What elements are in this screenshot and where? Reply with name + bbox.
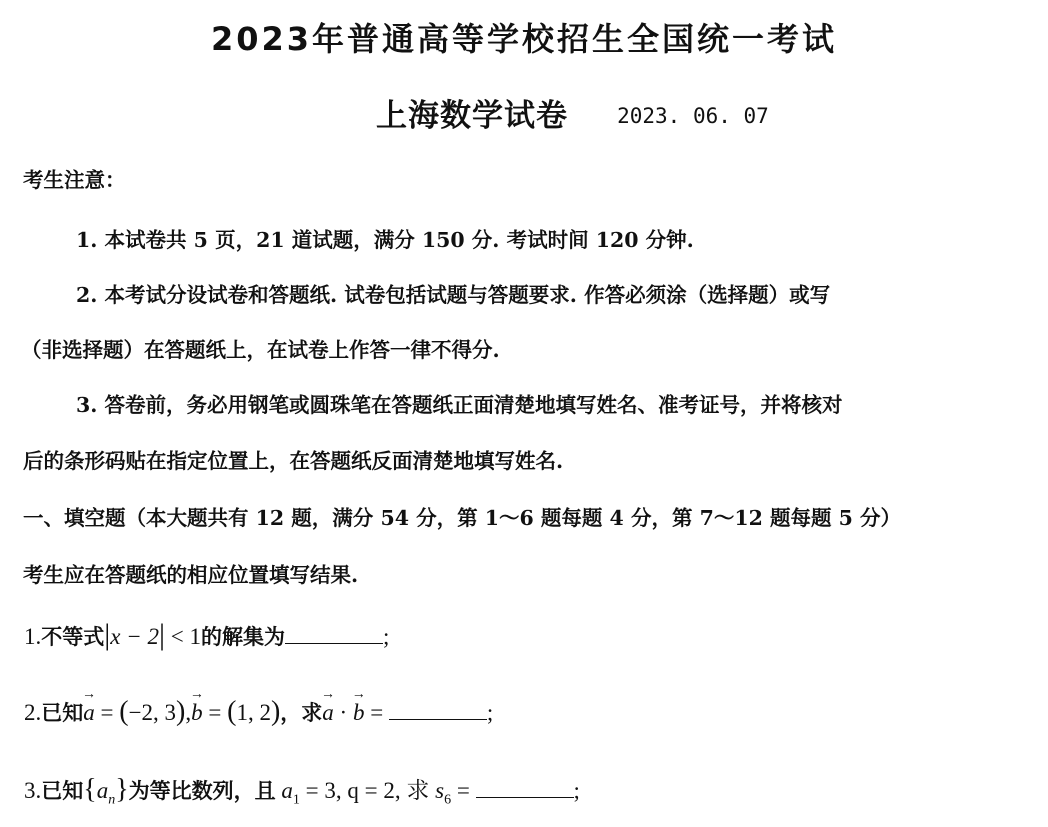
q3-prefix: 已知 <box>41 778 84 803</box>
section-heading: 一、填空题（本大题共有 12 题，满分 54 分，第 1～6 题每题 4 分，第 7～12 题每题 5 分） <box>23 506 902 530</box>
q2-number: 2. <box>24 700 42 725</box>
q3-number: 3. <box>24 778 42 803</box>
q1-answer-blank[interactable] <box>285 625 383 644</box>
question-3 <box>24 772 580 809</box>
q2-prefix: 已知 <box>41 700 84 725</box>
notice-item-2-line-2: （非选择题）在答题纸上，在试卷上作答一律不得分. <box>21 338 500 362</box>
notice-item-1: 1. 本试卷共 5 页，21 道试题，满分 150 分. 考试时间 120 分钟. <box>76 228 694 252</box>
q1-suffix: 的解集为 <box>201 624 285 649</box>
q2-end: ; <box>486 700 494 725</box>
question-1 <box>24 618 389 652</box>
exam-title: 2023年普通高等学校招生全国统一考试 <box>210 20 838 58</box>
q2-dot-product: → a · → b = <box>322 700 389 725</box>
notice-heading: 考生注意： <box>23 168 126 192</box>
q3-answer-blank[interactable] <box>476 779 574 798</box>
q3-mid: 为等比数列，且 <box>128 778 276 803</box>
q1-end: ; <box>383 624 390 649</box>
notice-item-3-line-1: 3. 答卷前，务必用钢笔或圆珠笔在答题纸正面清楚地填写姓名、准考证号，并将核对 <box>76 393 843 417</box>
q2-mid: ，求 <box>280 700 323 725</box>
subtitle-row <box>376 90 769 135</box>
q1-expression: |x − 2| < 1 <box>104 618 201 651</box>
q1-number: 1. <box>24 624 42 649</box>
notice-item-2-line-1: 2. 本考试分设试卷和答题纸. 试卷包括试题与答题要求. 作答必须涂（选择题）或写 <box>76 283 831 307</box>
question-2 <box>24 696 493 728</box>
q2-answer-blank[interactable] <box>389 701 487 720</box>
q3-end: ; <box>573 778 580 803</box>
subtitle-region: 上海 <box>376 98 440 134</box>
section-instruction: 考生应在答题纸的相应位置填写结果. <box>23 563 359 587</box>
q1-prefix: 不等式 <box>41 624 105 649</box>
exam-date: 2023. 06. 07 <box>617 104 769 128</box>
q3-condition: $a_1 = 3$, q = 2, 求 $s_6$ = <box>281 778 476 808</box>
vector-b: → b <box>191 700 203 726</box>
q3-sequence: $\{a_n\}$ <box>83 774 129 808</box>
subtitle-name: 数学试卷 <box>440 98 568 134</box>
vector-a: → a <box>83 700 95 726</box>
q2-expression: → a = (−2, 3),→ b = (1, 2) <box>83 700 280 725</box>
notice-item-3-line-2: 后的条形码贴在指定位置上，在答题纸反面清楚地填写姓名. <box>23 449 564 473</box>
